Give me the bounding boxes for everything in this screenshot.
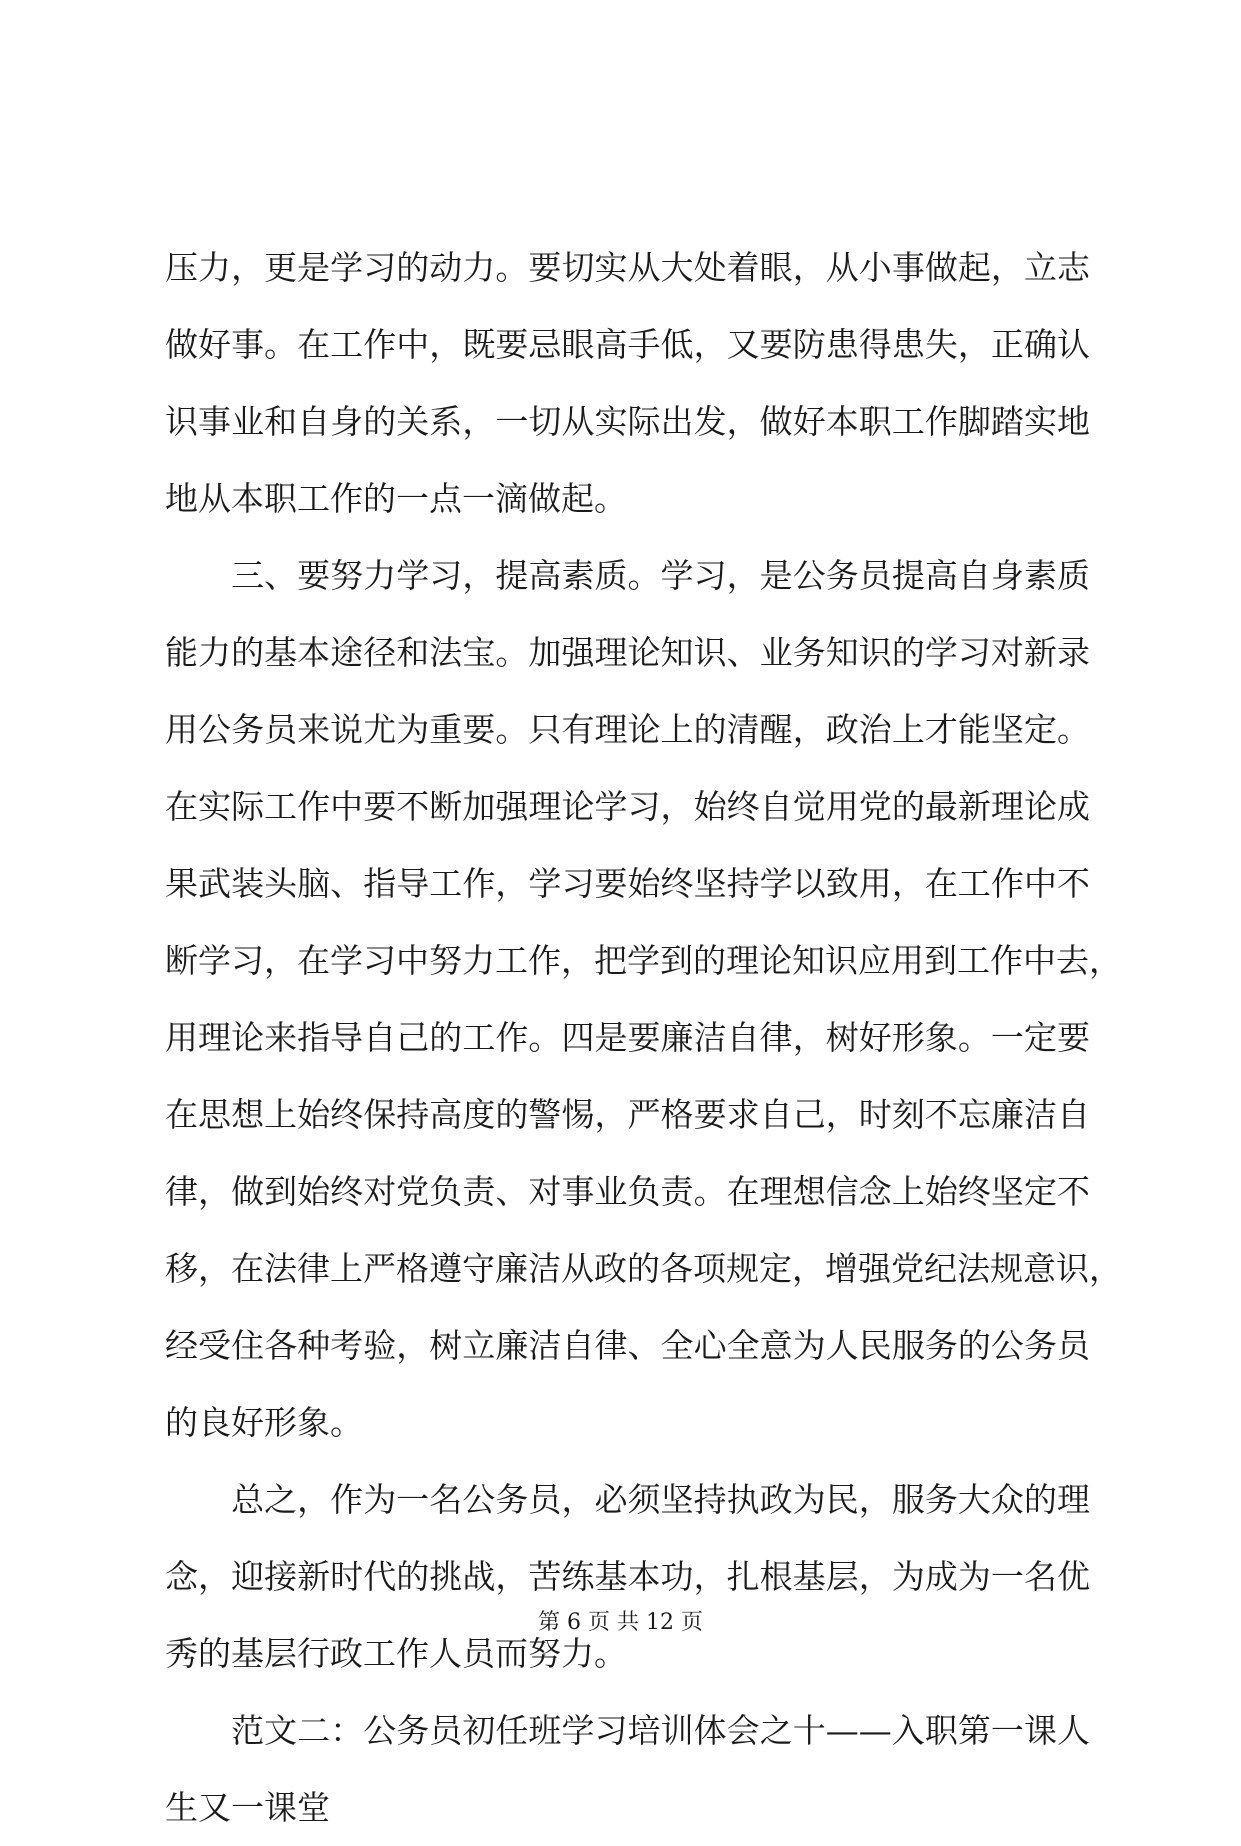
- text-line: 在思想上始终保持高度的警惕，严格要求自己，时刻不忘廉洁自: [165, 1095, 1090, 1134]
- text-line: 用公务员来说尤为重要。只有理论上的清醒，政治上才能坚定。: [165, 710, 1090, 749]
- text-line: 经受住各种考验，树立廉洁自律、全心全意为人民服务的公务员: [165, 1326, 1090, 1365]
- text-line: 识事业和自身的关系，一切从实际出发，做好本职工作脚踏实地: [165, 402, 1090, 441]
- text-line: 用理论来指导自己的工作。四是要廉洁自律，树好形象。一定要: [165, 1018, 1090, 1057]
- document-body: [165, 229, 1122, 1846]
- page-number-footer: 第 6 页 共 12 页: [538, 1610, 703, 1635]
- text-line: 断学习，在学习中努力工作，把学到的理论知识应用到工作中去，: [165, 941, 1122, 980]
- text-line: 的良好形象。: [165, 1403, 363, 1442]
- text-line: 律，做到始终对党负责、对事业负责。在理想信念上始终坚定不: [165, 1172, 1090, 1211]
- text-line: 地从本职工作的一点一滴做起。: [165, 479, 627, 518]
- text-line: 三、要努力学习，提高素质。学习，是公务员提高自身素质: [165, 556, 1090, 595]
- text-line: 范文二：公务员初任班学习培训体会之十——入职第一课人: [165, 1711, 1090, 1750]
- text-line: 念，迎接新时代的挑战，苦练基本功，扎根基层，为成为一名优: [165, 1557, 1090, 1596]
- text-line: 做好事。在工作中，既要忌眼高手低，又要防患得患失，正确认: [165, 325, 1090, 364]
- text-line: 秀的基层行政工作人员而努力。: [165, 1634, 627, 1673]
- text-line: 压力，更是学习的动力。要切实从大处着眼，从小事做起，立志: [165, 248, 1090, 287]
- text-line: 总之，作为一名公务员，必须坚持执政为民，服务大众的理: [165, 1480, 1090, 1519]
- text-line: 移，在法律上严格遵守廉洁从政的各项规定，增强党纪法规意识，: [165, 1249, 1122, 1288]
- text-line: 果武装头脑、指导工作，学习要始终坚持学以致用，在工作中不: [165, 864, 1090, 903]
- text-line: 在实际工作中要不断加强理论学习，始终自觉用党的最新理论成: [165, 787, 1090, 826]
- text-line: 生又一课堂: [165, 1788, 330, 1827]
- text-line: 能力的基本途径和法宝。加强理论知识、业务知识的学习对新录: [165, 633, 1090, 672]
